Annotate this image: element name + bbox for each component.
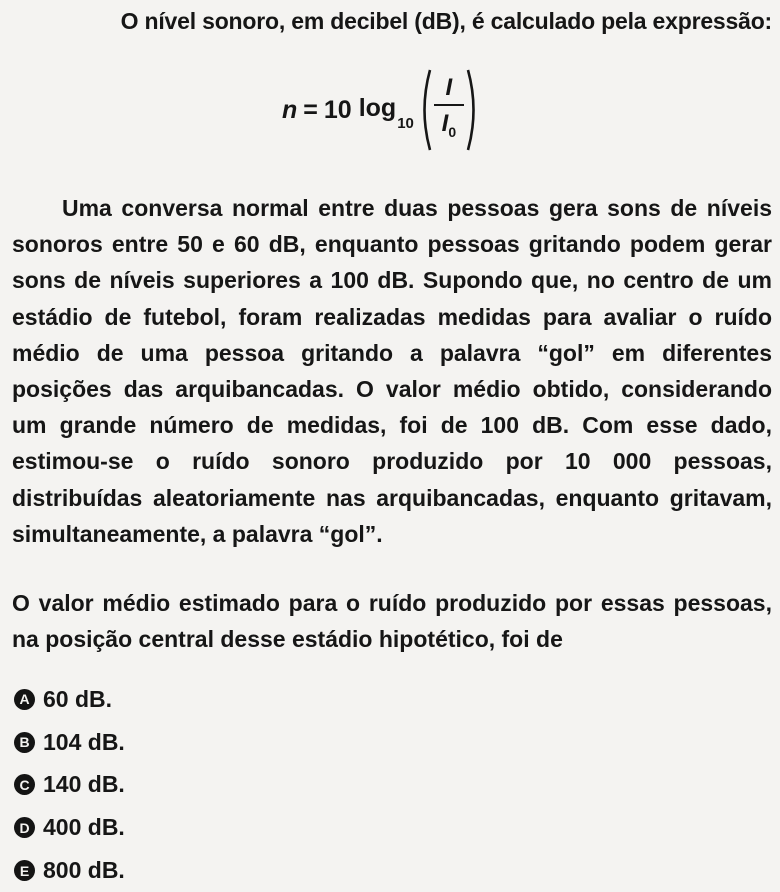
answer-options — [14, 678, 125, 892]
option-letter-badge: E — [14, 860, 35, 881]
option-d[interactable] — [14, 806, 125, 849]
option-letter-badge: C — [14, 774, 35, 795]
option-a[interactable] — [14, 678, 125, 721]
formula-log-base: 10 — [397, 115, 414, 132]
formula-coefficient: 10 — [323, 95, 352, 124]
option-text: 800 dB. — [43, 857, 125, 884]
option-letter-badge: A — [14, 689, 35, 710]
formula-denominator-symbol: I — [441, 110, 449, 138]
option-text: 140 dB. — [43, 771, 125, 798]
decibel-formula — [282, 68, 480, 152]
formula-denominator-sub: 0 — [448, 124, 457, 141]
option-c[interactable] — [14, 764, 125, 807]
option-letter-badge: D — [14, 817, 35, 838]
formula-parentheses — [418, 68, 480, 152]
formula-numerator: I — [445, 73, 453, 101]
option-text: 104 dB. — [43, 728, 125, 755]
formula-log — [358, 94, 414, 132]
formula-denominator — [442, 106, 456, 144]
intro-text: O nível sonoro, em decibel (dB), é calculado pela expressão: — [120, 8, 772, 34]
option-text: 400 dB. — [43, 814, 125, 841]
formula-lhs: n — [282, 95, 298, 124]
formula-fraction — [434, 73, 464, 144]
question-paragraph: O valor médio estimado para o ruído produzido por essas pessoas, na posição central desse estádio hipotético, foi de — [12, 590, 772, 653]
problem-paragraph — [12, 190, 772, 552]
left-paren-icon — [418, 68, 432, 152]
right-paren-icon — [466, 68, 480, 152]
option-text: 60 dB. — [43, 685, 113, 712]
option-letter-badge: B — [14, 732, 35, 753]
option-b[interactable] — [14, 721, 125, 764]
formula-equals: = — [303, 95, 318, 124]
formula-log-word: log — [358, 94, 397, 122]
problem-text: Uma conversa normal entre duas pessoas gera sons de níveis sonoros entre 50 e 60 dB, enquanto pessoas gritando podem gerar sons de níveis superiores a 100 dB. Supondo que, no centro de um estádio de futebol, foram realizadas medidas para avaliar o ruído médio de uma pessoa gritando a palavra “gol” em diferentes posições das arquibancadas. O valor médio obtido, considerando um grande número de medidas, foi de 100 dB. Com esse dado, estimou-se o ruído sonoro produzido por 10 000 pessoas, distribuídas aleatoriamente nas arquibancadas, enquanto gritavam, simultaneamente, a palavra “gol”. — [12, 195, 772, 547]
